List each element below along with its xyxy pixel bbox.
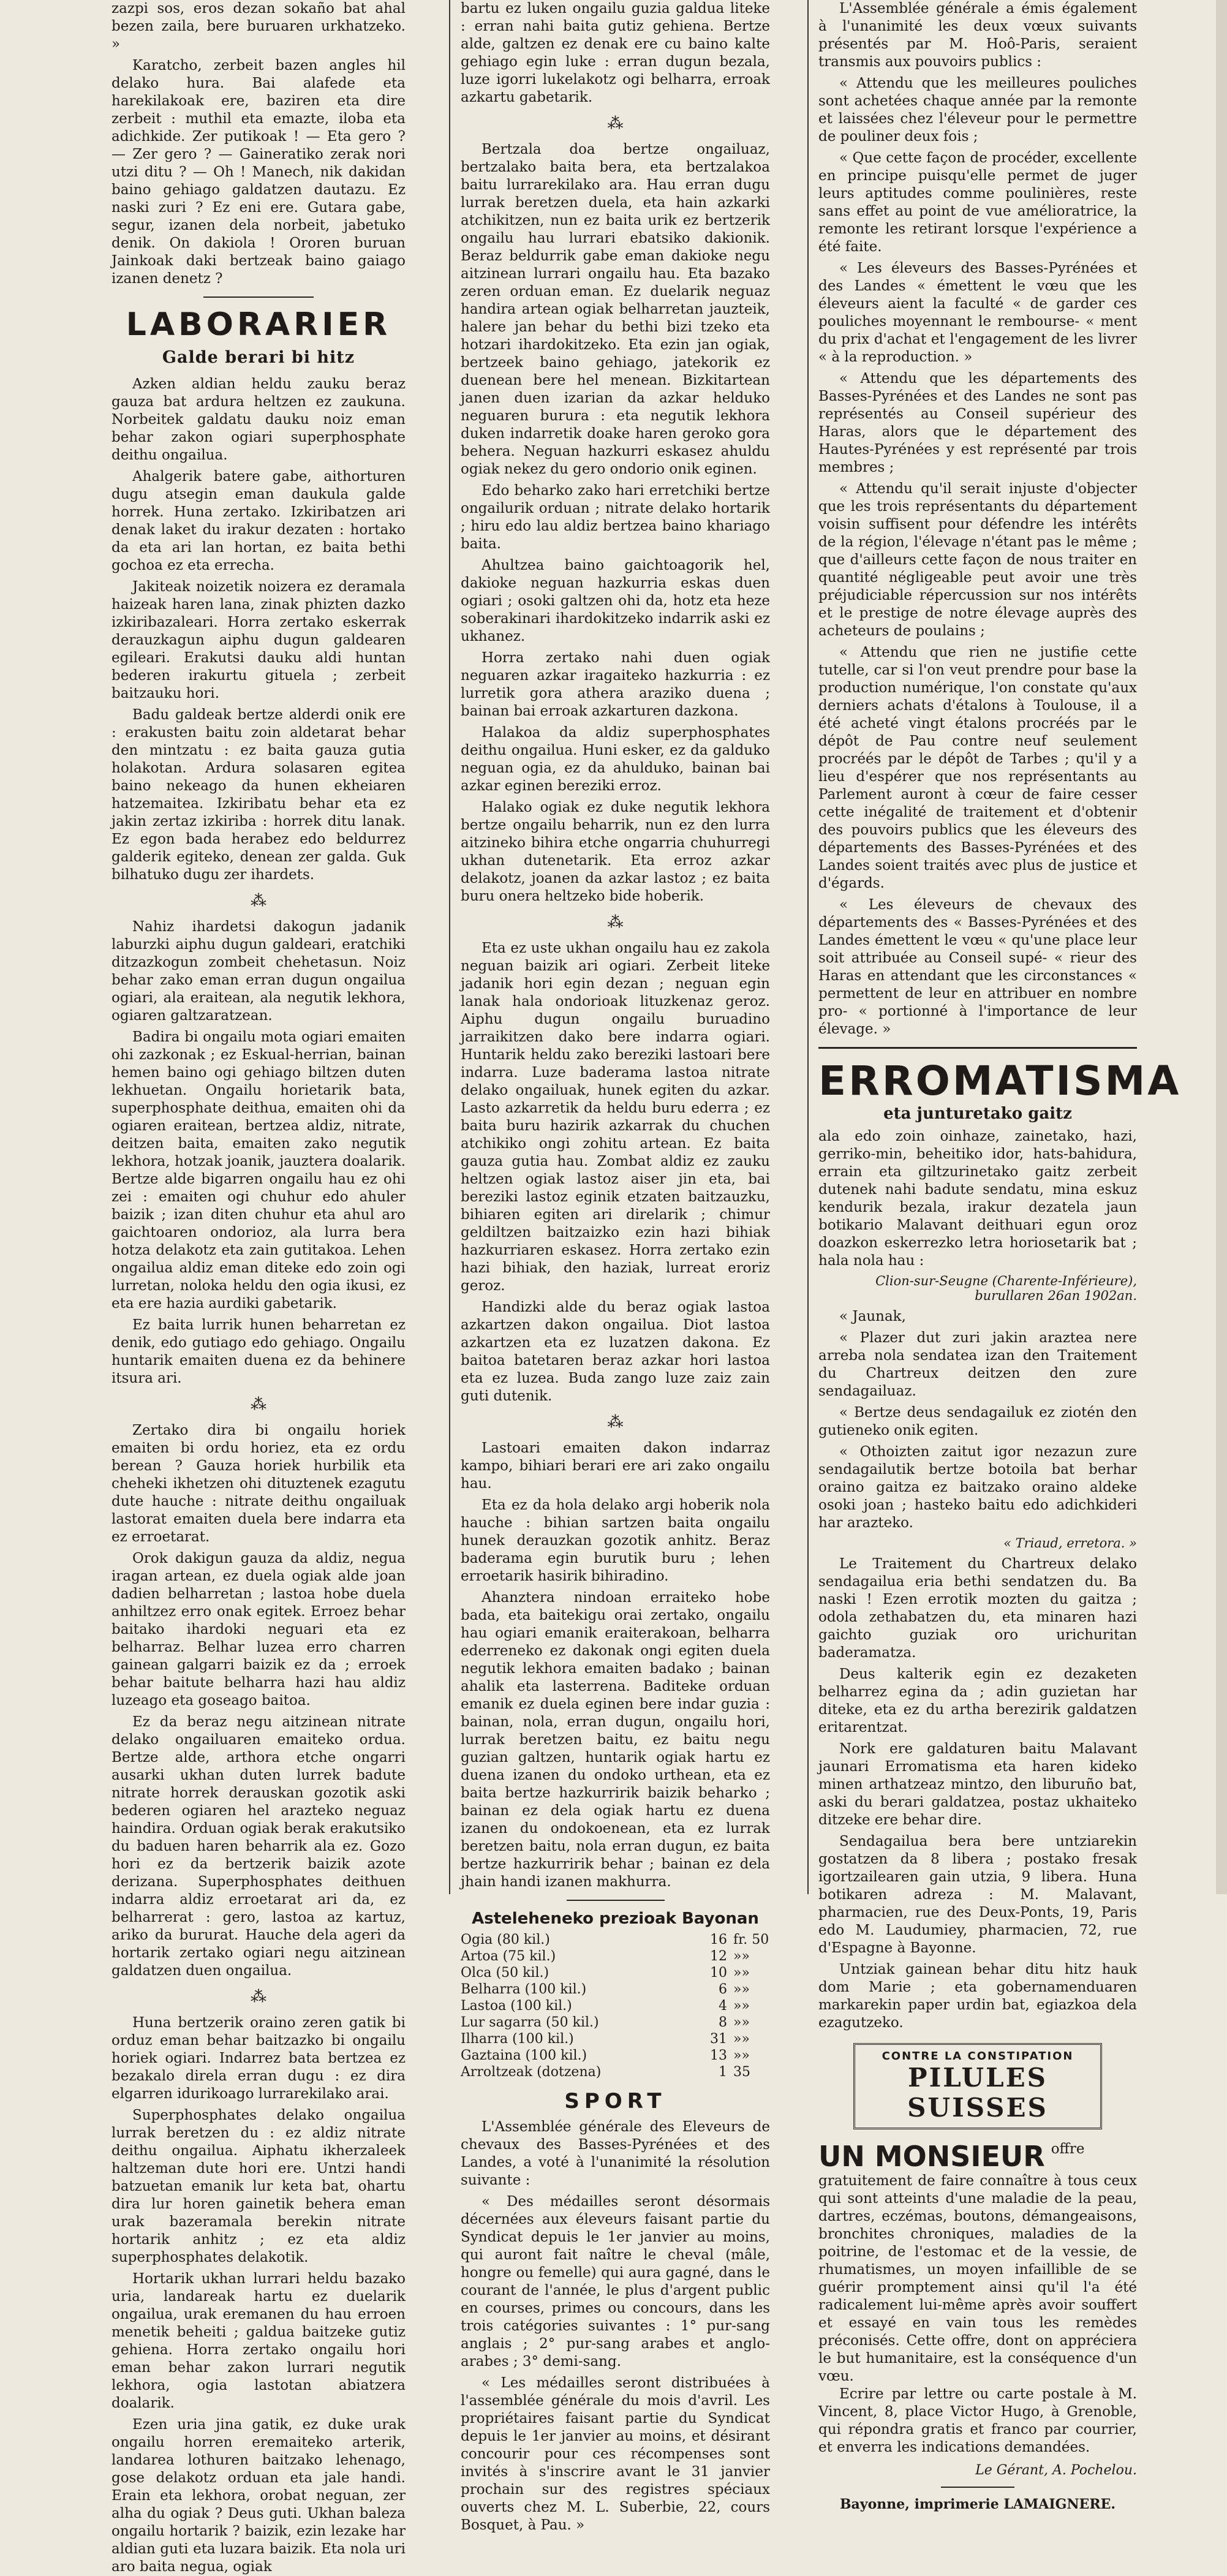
price-unit: »» xyxy=(733,2015,750,2030)
pilules-ad-box xyxy=(853,2043,1102,2129)
prices-title: Asteleheneko prezioak Bayonan xyxy=(472,1909,759,1928)
paragraph: « Les médailles seront distribuées à l'assemblée générale du mois d'avril. Les propriétaires faisant partie du Syndicat depuis le 1er janvier au moins, et désirant concourir pour ces récompenses sont invités à s'inscrire avant le 31 janvier prochain sur des registres spéciaux ouverts chez M. L. Suberbie, 22, cours Bosquet, à Pau. » xyxy=(461,2375,770,2533)
paragraph: Azken aldian heldu zauku beraz gauza bat ardura heltzen ez zaukuna. Norbeitek galdatu dauku noiz eman behar zakon ogiari superphosphate deithu ongailua. xyxy=(111,376,406,463)
paragraph: « Plazer dut zuri jakin araztea nere arreba nola sendatea izan den Traitement du Chartreux deitzen den zure sendagailuaz. xyxy=(818,1330,1137,1399)
paragraph: « Attendu que les départements des Basses-Pyrénées et des Landes ne sont pas représentés au Conseil supérieur des Haras, alors que le département des Hautes-Pyrénées y est représenté par trois membres ; xyxy=(818,371,1137,475)
price-item: Belharra (100 kil.) xyxy=(461,1982,587,1997)
pilules-ad-line1: CONTRE LA CONSTIPATION xyxy=(882,2050,1074,2063)
price-row xyxy=(461,1932,770,1948)
paragraph: Huna bertzerik oraino zeren gatik bi orduz eman behar baitzazko bi ongailu horiek ogiari. Indarrez bata bertzea ez bezakalo direla erran dugu : ez dira elgarren idurikoago lurrarekilako arai. xyxy=(111,2015,406,2102)
ad-subtitle: eta junturetako gaitz xyxy=(883,1105,1072,1123)
price-item: Gaztaina (100 kil.) xyxy=(461,2048,587,2063)
paragraph: Ahalgerik batere gabe, aithorturen dugu atsegin eman daukula galde horrek. Huna zertako. Izkiribatzen ari denak laket du irakur dezaten : hortako da eta ari lan hortan, ez baita bethi gochoa ez eta errecha. xyxy=(111,469,406,573)
paragraph: « Attendu que rien ne justifie cette tutelle, car si l'on veut prendre pour base la production numérique, l'on constate qu'aux derniers achats d'étalons à Toulouse, il a été acheté vingt étalons procréés par le dépôt de Pau contre neuf seulement procréés par le dépôt de Tarbes ; qu'il y a lieu d'espérer que nos représentants au Parlement auront à cœur de faire cesser cette inégalité de traitement et d'obtenir des pouvoirs publics que les éleveurs des départements des Basses-Pyrénées et des Landes soient traités avec plus de justice et d'égards. xyxy=(818,644,1137,891)
paragraph: Badira bi ongailu mota ogiari emaiten ohi zazkonak ; ez Eskual-herrian, bainan hemen baino ogi gehiago biltzen duten lekhuetan. Ongailu horietarik bata, superphosphate deithua, emaiten ohi da ogiaren eraitean, bertzea aldiz, nitrate, deitzen baita, emaiten zako negutik lekhora, hotzak joanik, jauztera doalarik. Bertze alde bigarren ongailu hau ez ohi zei : emaiten ogi chuhur edo ahuler baizik ; izan diten chuhur eta ahul aro gaichtoaren ondorioz, ala lurra bera hotza delakotz eta zain gutitakoa. Lehen ongailua aldiz eman diteke edo zoin ogi lurretan, noloka heldu den ogia ikusi, ez eta ere hazia aurdiki gabetarik. xyxy=(111,1029,406,1312)
price-item: Olca (50 kil.) xyxy=(461,1965,549,1981)
paragraph: Untziak gainean behar ditu hitz hauk dom Marie ; eta gobernamenduaren markarekin paper urdin bat, egiazkoa dela ezagutzeko. xyxy=(818,1962,1137,2031)
price-item: Lur sagarra (50 kil.) xyxy=(461,2015,599,2030)
price-row xyxy=(461,1965,770,1981)
paragraph: Eta ez uste ukhan ongailu hau ez zakola neguan baizik ari ogiari. Zerbeit liteke jadanik hori egin dezan ; neguan egin lanak hala ondorioak lituzkenaz geroz. Aiphu dugun ongailu buruadino jarraikitzen dako bere indarra ogiari. Huntarik heldu zako bereziki lastoari bere indarra. Luze baderama lastoa nitrate delako ongailuak, hunek egiten du azkar. Lasto azkarretik da heldu buru ederra ; ez baita buru hazirik azkarrak du chuchen atchikiko ongi zohitu artean. Ez baita gauza gutia hau. Zombat aldiz ez zauku heltzen ogiak lastoz aiser jin eta, bai bereziki lastoz eginik etzaten baitzauzku, bihiaren egiten ari direlarik ; chimur geldiltzen baitzaizko ezin hazi bihiak hazkurriaren eskasez. Horra zertako ezin hazi bihiak, den haziak, lurreat eroriz geroz. xyxy=(461,940,770,1294)
divider xyxy=(941,2487,1014,2488)
article-body-b xyxy=(111,918,406,1388)
stars-separator: ⁂ xyxy=(251,1396,266,1414)
paragraph: Superphosphates delako ongailua lurrak beretzen du : ez aldiz nitrate deithu ongailua. Aiphatu ikherzaleek haltzeman dute hori ere. Untzi handi batzuetan emanik lur keta bat, ohartu dira lur horen gainetik behera eman urak bazeramala berekin nitrate hortarik anhitz ; ez eta aldiz superphosphates delakotik. xyxy=(111,2107,406,2265)
paragraph: Deus kalterik egin ez dezaketen belharrez egina da ; adin guzietan har diteke, eta ez du artha berezirik galdatzen eritarentzat. xyxy=(818,1666,1137,1736)
price-row xyxy=(461,2047,770,2064)
price-row xyxy=(461,2014,770,2031)
stars-separator: ⁂ xyxy=(607,913,624,932)
paragraph: Hortarik ukhan lurrari heldu bazako uria, landareak hartu ez duelarik ongailua, urak eremanen du hau erroen menetik beheiti ; galdua baitzeke gutiz gehiena. Horra zertako ongailu hori eman behar zakon lurrari negutik lekhora, ogia lastotan abiatzera doalarik. xyxy=(111,2271,406,2411)
article-body-continued xyxy=(461,0,770,107)
paragraph: Ez baita lurrik hunen beharretan ez denik, edo gutiago edo gehiago. Ongailu huntarik emaiten duena ez da behinere itsura ari. xyxy=(111,1317,406,1386)
monsieur-ad xyxy=(818,2140,1137,2457)
column-rule xyxy=(449,0,450,1894)
article-body-d xyxy=(111,2014,406,2576)
article-body-c xyxy=(111,1422,406,1980)
monsieur-ad-text: offre gratuitement de faire connaître à tous ceux qui sont atteints d'une maladie de la peau, dartres, eczémas, boutons, démangeaisons, bronchites chroniques, maladies de la poitrine, de l'estomac et de la vessie, de rhumatismes, un moyen infaillible de se guérir promptement ainsi qu'il l'a été radicalement lui-même après avoir souffert et essayé en vain tous les remèdes préconisés. Cette offre, dont on appréciera le but humanitaire, est la conséquence d'un vœu. xyxy=(818,2141,1137,2384)
price-unit: »» xyxy=(733,2031,750,2047)
prices-table xyxy=(461,1932,770,2080)
paragraph: Ez da beraz negu aitzinean nitrate delako ongailuaren emaiteko ordua. Bertze alde, arthora etche ongarri ausarki ukhan duten lurrek badute nitrate horrek derauskan gozotik aski bederen ogiaren hel arazteko neguaz haindira. Orduan ogiak berak erakutsiko du baduen haren beharrik ala ez. Gozo hori ez da bertzerik baizik azote derizana. Superphosphates deithuen indarra aldiz erroetarat ari da, ez belharrerat : gero, lastoa az kartuz, ariko da bururat. Hauche dela ageri da hortarik zertako ogiari negu aitzinean galdatzen duen ongailua. xyxy=(111,1714,406,1979)
paragraph: Ezen uria jina gatik, ez duke urak ongailu horren eremaiteko arterik, landarea lothuren baitzako lehenago, gose delakotz orduan eta jale handi. Erain eta lekhora, orobat neguan, zer alha du ogiak ? Deus guti. Ukhan balezа ongailu hortarik ? baizik, ezin lezake har aldian guti eta luzara baizik. Eta nola uri aro baita negua, ogiak xyxy=(111,2417,406,2575)
paragraph: Ahanztera nindoan erraiteko hobe bada, eta baitekigu orai zertako, ongailu hau ogiari emanik eraiterakoan, belharra ederreneko ez dakonak ongi egiten duela negutik lekhora emaiten badako ; bainan ahalik eta lasterrena. Baditeke orduan emanik ez duela eginen bere indar guzia : bainan, nola, erran dugun, ongailu hori, lurrak beretzen baitu, ez baitu negu guzian galtzen, huntarik ogiak hartu ez duena izanen du ondoko urthean, eta ez baita bertze hazkurririk baizik beharko ; bainan ez dela ogiak hartu ez duena izanen du ondokoenean, eta ez lurrak beretzen baitu, nola erran dugun, ez baita bertze hazkurririk behar ; bainan ez dela jhain handi izanen makhurra. xyxy=(461,1590,770,1890)
paragraph: Jakiteak noizetik noizera ez deramala haizeak haren lana, zinak phizten dazko izkiribazaleari. Horra zertako eskerrak derauzkagun aiphu dugun galdearen egileari. Erakutsi dauku aldi huntan bederen irakurtu gituela ; zerbeit baitzauku hori. xyxy=(111,579,406,701)
pilules-ad-line2: PILULES SUISSES xyxy=(907,2063,1048,2123)
price-item: Arroltzeak (dotzena) xyxy=(461,2064,602,2080)
price-item: Ogia (80 kil.) xyxy=(461,1932,550,1947)
price-item: Ilharra (100 kil.) xyxy=(461,2031,574,2047)
paragraph: zazpi sos, eros dezan sokaño bat ahal bezen zaila, bere buruaren urkhatzeko. » xyxy=(111,1,406,52)
price-unit: »» xyxy=(733,1982,750,1997)
price-value: 13 xyxy=(710,2048,727,2063)
paragraph: Handizki alde du beraz ogiak lastoa azkartzen dakon ongailua. Diot lastoa azkartzen eta ez luzatzen dakona. Ez baitoa batetaren beraz azkar hori lastoa eta ez luzea. Buda zango luze zaiz zain guti dutenik. xyxy=(461,1299,770,1404)
paragraph: « Othoizten zaitut igor nezazun zure sendagailutik bertze botoila bat berhar oraino gaitza ez baitzako oraino aldeke osoki joan ; hasteko baitu edo adichkideri har arazteko. xyxy=(818,1444,1137,1531)
stars-separator: ⁂ xyxy=(251,1988,266,2006)
article-body-g xyxy=(461,1440,770,1891)
paragraph: Nork ere galdaturen baitu Malavant jaunari Erromatisma eta haren kideko minen arthatzeaz mintzo, den liburuño bat, aski du berari galdatzea, postaz ukhaiteko ditzeke ere behar dire. xyxy=(818,1741,1137,1828)
sport-body-continued xyxy=(818,0,1137,1038)
paragraph: Badu galdeak bertze alderdi onik ere : erakusten baitu zoin aldetarat behar den mintzatu : ez baita gauza gutia holakotan. Ardura solasaren egitea baino nekeago da hunen ekheiaren hatzemaitea. Izkiribatu behar eta ez jakin zertaz izkiriba : horrek ditu lanak. Ez egon bada herabez edo beldurrez galderik egiteko, denean zer galda. Guk bilhatuko dugu zer ihardets. xyxy=(111,707,406,883)
paragraph: Ahultzea baino gaichtoagorik hel, dakioke neguan hazkurria eskas duen ogiari ; osoki galtzen ohi da, hotz eta heze soberakinari ihardokitzeko indarrik aski ez ukhanez. xyxy=(461,557,770,644)
stars-separator: ⁂ xyxy=(251,892,266,910)
price-row xyxy=(461,1981,770,1998)
sport-title: SPORT xyxy=(564,2089,666,2113)
paragraph: « Attendu que les meilleures pouliches sont achetées chaque année par la remonte et laissées chez l'éleveur pour le permettre de pouliner deux fois ; xyxy=(818,75,1137,145)
sport-body xyxy=(461,2118,770,2534)
price-unit: »» xyxy=(733,1998,750,2014)
article-body-f xyxy=(461,940,770,1405)
paragraph: « Jaunak, xyxy=(839,1309,906,1324)
paragraph: Halakoa da aldiz superphosphates deithu ongailua. Huni esker, ez da galduko neguan ogia, ez da ahulduko, bainan bai azkar eginen bereziki erroz. xyxy=(461,725,770,794)
ad-body xyxy=(818,1128,1137,2032)
paragraph: Sendagailua bera bere untziarekin gostatzen da 8 libera ; postako fresak igortzailearen gain utzia, 9 libera. Huna botikaren adreza : M. Malavant, pharmacien, rue des Deux-Ponts, 19, Paris edo M. Laudumiey, pharmacien, 72, rue d'Espagne à Bayonne. xyxy=(818,1834,1137,1956)
paragraph: « Les éleveurs des Basses-Pyrénées et des Landes « émettent le vœu que les éleveurs aient la faculté « de garder ces pouliches moyennant le rembourse- « ment du prix d'achat et l'engagement de les livrer « à la reproduction. » xyxy=(818,260,1137,365)
paragraph: « Les éleveurs de chevaux des départements des « Basses-Pyrénées et des Landes émettent le vœu « qu'une place leur soit attribuée au Conseil supé- « rieur des Haras en attendant que les circonstances « permettent de leur en attribuer en nombre pro- « portionné à l'importance de leur élevage. » xyxy=(818,897,1137,1037)
price-unit: 35 xyxy=(733,2064,750,2080)
paragraph: ala edo zoin oinhaze, zainetako, hazi, gerriko-min, beheitiko idor, hats-bahidura, errain eta giltzurinetako gaitz zerbeit dutenek nahi badute sendatu, mina eskuz kendurik bezala, irakur dezatela jaun botikario Malavant deithuari egun oroz doazkon eskerrezko letra horiosetarik bat ; hala nola hau : xyxy=(818,1128,1137,1269)
paragraph: Halako ogiak ez duke negutik lekhora bertze ongailu beharrik, nun ez den lurra aitzineko bihira etche ongarria chuhurregi ukhan dutenetarik. Eta erroz azkar delakotz, joanen da azkar lastoz ; ez baita buru onera heltzeko bide hoberik. xyxy=(461,799,770,904)
column-2 xyxy=(461,0,770,2533)
price-unit: »» xyxy=(733,1965,750,1981)
paragraph: Edo beharko zako hari erretchiki bertze ongailurik orduan ; nitrate delako hortarik ; hiru edo lau aldiz bertzea baino khariago baita. xyxy=(461,483,770,552)
price-value: 31 xyxy=(710,2031,727,2047)
divider xyxy=(818,1047,1137,1049)
paragraph: « Attendu qu'il serait injuste d'objecter que les trois représentants du département voisin suffisent pour défendre les intérêts de la région, l'élevage n'étant pas le même ; que d'ailleurs cette façon de nous traiter en quantité négligeable peut avoir une très préjudiciable répercussion sur nos intérêts et le prestige de notre élevage auprès des acheteurs de poulains ; xyxy=(818,481,1137,639)
paragraph: bartu ez luken ongailu guzia galdua liteke : erran nahi baita gutiz gehiena. Bertze alde, galtzen ez denak ere cu baino kalte gehiago egin luke : erran dugun bezala, luze igorri lukelakotz ogi belharra, erroak azkartu gabetarik. xyxy=(461,1,770,105)
column-1 xyxy=(111,0,406,2575)
stars-separator: ⁂ xyxy=(607,115,624,133)
divider xyxy=(203,297,314,298)
section-title: LABORARIER xyxy=(126,306,391,343)
price-value: 16 xyxy=(710,1932,727,1947)
paragraph: L'Assemblée générale des Eleveurs de chevaux des Basses-Pyrénées et des Landes, a voté à l'unanimité la résolution suivante : xyxy=(461,2119,770,2188)
price-row xyxy=(461,1998,770,2014)
section-subtitle: Galde berari bi hitz xyxy=(162,348,355,367)
paragraph: Horra zertako nahi duen ogiak neguaren azkar iragaiteko hazkurria : ez lurretik gora athera araziko duena ; bainan bai erroak azkarturen dazkona. xyxy=(461,650,770,719)
paragraph: L'Assemblée générale a émis également à l'unanimité les deux vœux suivants présentés par M. Hoô-Paris, seraient transmis aux pouvoirs publics : xyxy=(818,1,1137,70)
paragraph: Ecrire par lettre ou carte postale à M. Vincent, 8, place Victor Hugo, à Grenoble, qui répondra gratis et franco par courrier, et enverra les indications demandées. xyxy=(818,2386,1137,2455)
paragraph: Karatcho, zerbeit bazen angles hil delako hura. Bai alafede eta harekilakoak ere, baziren eta dire zerbeit : muthil eta emazte, iloba eta adichkide. Zer putikoak ! — Eta gero ? — Zer gero ? — Gaineratiko zerak nori utzi ditu ? — Oh ! Manech, nik dakidan baino gehiago galdatzen dautazu. Ez naski zuri ? Ez eni ere. Gutara gabe, segur, izanen dela norbeit, jabetuko denik. On dakiola ! Ororen buruan Jainkoak daki bertzeak baino gaiago izanen denetz ? xyxy=(111,58,406,287)
price-value: 12 xyxy=(710,1949,727,1964)
price-value: 4 xyxy=(719,1998,727,2014)
paragraph: Zertako dira bi ongailu horiek emaiten bi ordu horiez, eta ez ordu berean ? Gauza horiek hurbilik eta cheheki ikhetzen ohi dituztenek ezagutu dute hauche : nitrate deithu ongailuak lastorat emaiten duela bere indarra eta ez erroetarat. xyxy=(111,1422,406,1545)
column-3 xyxy=(818,0,1182,2512)
price-item: Lastoa (100 kil.) xyxy=(461,1998,572,2014)
monsieur-ad-lead: UN MONSIEUR xyxy=(818,2140,1045,2173)
price-row xyxy=(461,2064,770,2080)
price-unit: »» xyxy=(733,1949,750,1964)
price-value: 8 xyxy=(719,2015,727,2030)
paragraph: « Bertze deus sendagailuk ez ziotén den gutieneko onik egiten. xyxy=(818,1405,1137,1438)
paragraph: Nahiz ihardetsi dakogun jadanik laburzki aiphu dugun galdeari, eratchiki ditzazkogun zombeit chehetasun. Noiz behar zako eman erran dugun ongailua ogiari, ala eraitean, ala negutik lekhora, ogiaren galtzaratzean. xyxy=(111,919,406,1024)
col1-intro xyxy=(111,0,406,288)
price-row xyxy=(461,2031,770,2047)
letter-signature: « Triaud, erretora. » xyxy=(1003,1536,1137,1551)
printer-line: Bayonne, imprimerie LAMAIGNERE. xyxy=(839,2496,1116,2512)
page-edge xyxy=(1216,0,1227,1894)
paragraph: Eta ez da hola delako argi hoberik nola hauche : bihian sartzen baita ongailu hunek derauzkan gozotik anhitz. Beraz baderama egin burutik buru ; lehen erroetarik hasirik bihiradino. xyxy=(461,1497,770,1584)
column-rule xyxy=(807,0,809,1894)
price-item: Artoa (75 kil.) xyxy=(461,1949,556,1964)
paragraph: « Que cette façon de procéder, excellente en principe puisqu'elle permet de juger leurs aptitudes comme poulinières, reste sans effet au point de vue amélioratrice, la remonte les retirant lorsque l'expérience a été faite. xyxy=(818,150,1137,255)
price-unit: fr. 50 xyxy=(733,1932,769,1947)
letter-place: Clion-sur-Seugne (Charente-Inférieure), burullaren 26an 1902an. xyxy=(875,1274,1137,1303)
paragraph: « Des médailles seront désormais décernées aux éleveurs faisant partie du Syndicat depuis le 1er janvier au moins, qui auront fait naître le cheval (mâle, hongre ou femelle) qui aura gagné, dans le courant de l'année, le plus d'argent public en courses, primes ou concours, dans les trois catégories suivantes : 1° pur-sang anglais ; 2° pur-sang arabes et anglo-arabes ; 3° demi-sang. xyxy=(461,2194,770,2370)
price-value: 10 xyxy=(710,1965,727,1981)
gerant-signature: Le Gérant, A. Pochelou. xyxy=(975,2463,1137,2478)
price-unit: »» xyxy=(733,2048,750,2063)
article-body-e xyxy=(461,141,770,905)
paragraph: Bertzala doa bertze ongailuaz, bertzalako baita bera, eta bertzalakoa baitu lurrarekilako ara. Hau erran dugu lurrak beretzen duela, eta hain azkarki atchikitzen, nun ez baita urik ez bertzerik ongailu hau lurrari ebatsiko dakionik. Beraz beldurrik gabe eman dakioke negu aitzinean lurrari ongailu hau. Eta bazako zeren orduan eman. Ez duelarik neguaz handira artean ogiak belharretan jauzteik, halere jan behar du bethi bizi tzeko eta hotzari ihardokitzeko. Eta ezin jan ogiak, bertzeek baino gehiago, jatekorik ez duenean bere hel menean. Bizkitartean janen duen izarian da azkar helduko neguaren burura : eta negutik lekhora duken indarretik doake haren geroko gora behera. Neguan hazkurri eskasez ahuldu ogiak nekez du gero ondorio onik eginen. xyxy=(461,142,770,477)
paragraph: Lastoari emaiten dakon indarraz kampo, bihiari berari ere ari zako ongailu hau. xyxy=(461,1440,770,1492)
paragraph: Orok dakigun gauza da aldiz, negua iragan artean, ez duela ogiak alde joan dadien belharretan ; lastoa hobe duela anhiltzez erro onak egitek. Erroez behar baitako ihardoki neguari eta ez belharraz. Belhar luzea erro charren gainean galgarri baizik ez da ; erroek behar baitute belharra hazi hau aldiz luzeago eta goseago baitoa. xyxy=(111,1551,406,1709)
article-body-a xyxy=(111,376,406,884)
price-row xyxy=(461,1948,770,1965)
stars-separator: ⁂ xyxy=(607,1413,624,1432)
price-value: 6 xyxy=(719,1982,727,1997)
divider xyxy=(567,1900,665,1901)
price-value: 1 xyxy=(719,2064,727,2080)
paragraph: Le Traitement du Chartreux delako sendagailua eria bethi sendatzen du. Ba naski ! Ezen errotik mozten du gaitza ; odola zethabatzen du, eta minaren hazi gaichto guziak oro urichuritan baderamatza. xyxy=(818,1556,1137,1661)
ad-title: ERROMATISMA xyxy=(818,1057,1182,1105)
